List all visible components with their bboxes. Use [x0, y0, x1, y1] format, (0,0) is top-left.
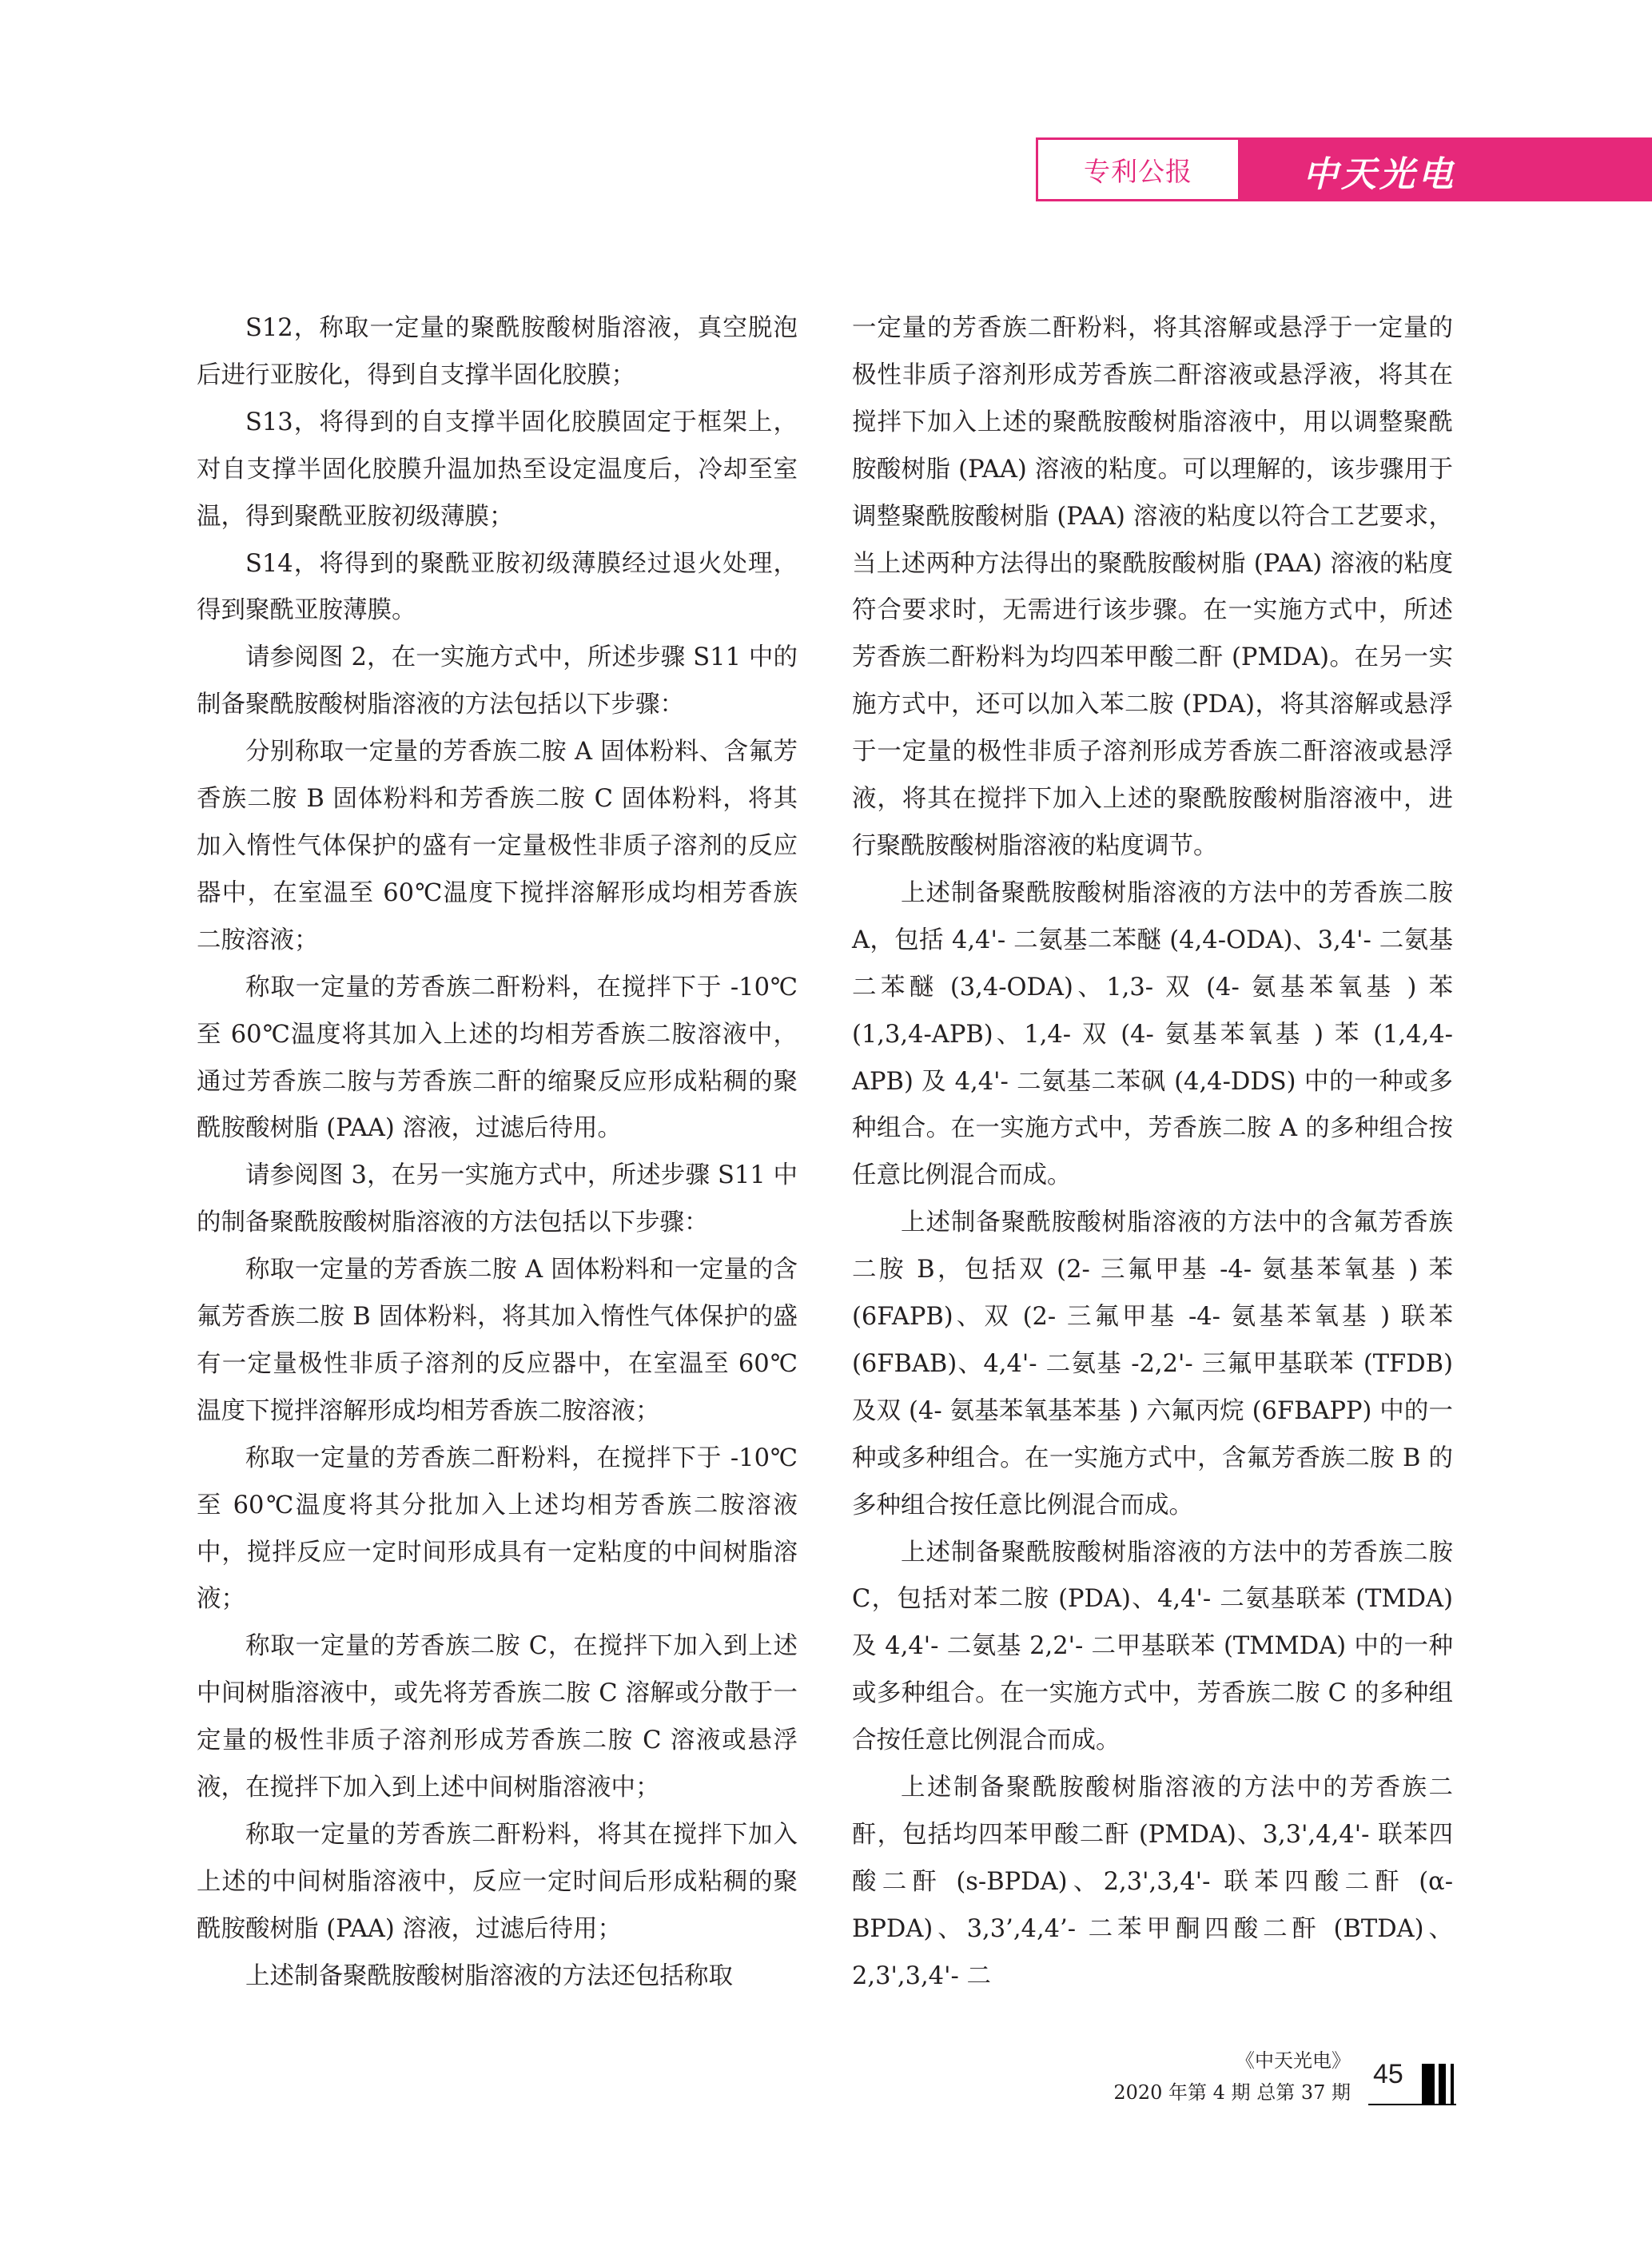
paragraph: 请参阅图 3，在另一实施方式中，所述步骤 S11 中的制备聚酰胺酸树脂溶液的方法包括以下步骤：: [197, 1161, 798, 1237]
footer-bar-mark: [1439, 2064, 1446, 2104]
section-label-box: [1036, 137, 1240, 201]
paragraph: S12，称取一定量的聚酰胺酸树脂溶液，真空脱泡后进行亚胺化，得到自支撑半固化胶膜；: [197, 314, 798, 389]
section-label: 专利公报: [1084, 155, 1192, 187]
paragraph: 称取一定量的芳香族二酐粉料，在搅拌下于 -10℃至 60℃温度将其加入上述的均相芳香族二胺溶液中，通过芳香族二胺与芳香族二酐的缩聚反应形成粘稠的聚酰胺酸树脂 (PAA) 溶液，过滤后待用。: [197, 973, 798, 1143]
paragraph: S13，将得到的自支撑半固化胶膜固定于框架上，对自支撑半固化胶膜升温加热至设定温度后，冷却至室温，得到聚酰亚胺初级薄膜；: [197, 408, 798, 531]
footer-rule: [1368, 2104, 1456, 2105]
page-number: 45: [1373, 2059, 1403, 2089]
paragraph: 分别称取一定量的芳香族二胺 A 固体粉料、含氟芳香族二胺 B 固体粉料和芳香族二胺 C 固体粉料，将其加入惰性气体保护的盛有一定量极性非质子溶剂的反应器中，在室温至 60℃温度下搅拌溶解形成均相芳香族二胺溶液；: [197, 738, 798, 954]
paragraph: 称取一定量的芳香族二酐粉料，在搅拌下于 -10℃至 60℃温度将其分批加入上述均相芳香族二胺溶液中，搅拌反应一定时间形成具有一定粘度的中间树脂溶液；: [197, 1444, 798, 1614]
paragraph: 称取一定量的芳香族二酐粉料，将其在搅拌下加入上述的中间树脂溶液中，反应一定时间后形成粘稠的聚酰胺酸树脂 (PAA) 溶液，过滤后待用；: [197, 1821, 798, 1943]
footer-bar-mark: [1451, 2064, 1454, 2104]
footer-bar-mark: [1422, 2064, 1435, 2104]
paragraph: 请参阅图 2，在一实施方式中，所述步骤 S11 中的制备聚酰胺酸树脂溶液的方法包括以下步骤：: [197, 643, 798, 719]
footer-magazine-name: 《中天光电》: [1236, 2049, 1351, 2072]
right-column: [852, 305, 1453, 2001]
paragraph: 称取一定量的芳香族二胺 C，在搅拌下加入到上述中间树脂溶液中，或先将芳香族二胺 C 溶解或分散于一定量的极性非质子溶剂形成芳香族二胺 C 溶液或悬浮液，在搅拌下加入到上述中间树脂溶液中；: [197, 1632, 798, 1802]
paragraph: 上述制备聚酰胺酸树脂溶液的方法中的含氟芳香族二胺 B，包括双 (2- 三氟甲基 -4- 氨基苯氧基 ) 苯 (6FAPB)、双 (2- 三氟甲基 -4- 氨基苯氧基 ) 联苯 (6FBAB)、4,4'- 二氨基 -2,2'- 三氟甲基联苯 (TFDB) 及双 (4- 氨基苯氧基苯基 ) 六氟丙烷 (6FBAPP) 中的一种或多种组合。在一实施方式中，含氟芳香族二胺 B 的多种组合按任意比例混合而成。: [852, 1209, 1453, 1519]
paragraph: S14，将得到的聚酰亚胺初级薄膜经过退火处理，得到聚酰亚胺薄膜。: [197, 549, 798, 625]
left-column: [197, 305, 798, 2001]
footer-issue: 2020 年第 4 期 总第 37 期: [1113, 2081, 1351, 2104]
header-brand-bar: [1239, 137, 1652, 201]
brand-logo: 中天光电: [1303, 154, 1456, 195]
paragraph: 一定量的芳香族二酐粉料，将其溶解或悬浮于一定量的极性非质子溶剂形成芳香族二酐溶液或悬浮液，将其在搅拌下加入上述的聚酰胺酸树脂溶液中，用以调整聚酰胺酸树脂 (PAA) 溶液的粘度。可以理解的，该步骤用于调整聚酰胺酸树脂 (PAA) 溶液的粘度以符合工艺要求，当上述两种方法得出的聚酰胺酸树脂 (PAA) 溶液的粘度符合要求时，无需进行该步骤。在一实施方式中，所述芳香族二酐粉料为均四苯甲酸二酐 (PMDA)。在另一实施方式中，还可以加入苯二胺 (PDA)，将其溶解或悬浮于一定量的极性非质子溶剂形成芳香族二酐溶液或悬浮液，将其在搅拌下加入上述的聚酰胺酸树脂溶液中，进行聚酰胺酸树脂溶液的粘度调节。: [852, 314, 1453, 860]
paragraph: 称取一定量的芳香族二胺 A 固体粉料和一定量的含氟芳香族二胺 B 固体粉料，将其加入惰性气体保护的盛有一定量极性非质子溶剂的反应器中，在室温至 60℃温度下搅拌溶解形成均相芳香族二胺溶液；: [197, 1256, 798, 1425]
paragraph: 上述制备聚酰胺酸树脂溶液的方法中的芳香族二酐，包括均四苯甲酸二酐 (PMDA)、3,3',4,4'- 联苯四酸二酐 (s-BPDA)、2,3',3,4'- 联苯四酸二酐 (α-BPDA)、3,3’,4,4’- 二苯甲酮四酸二酐 (BTDA)、2,3',3,4'- 二: [852, 1774, 1453, 1990]
paragraph: 上述制备聚酰胺酸树脂溶液的方法还包括称取: [245, 1961, 733, 1990]
paragraph: 上述制备聚酰胺酸树脂溶液的方法中的芳香族二胺 C，包括对苯二胺 (PDA)、4,4'- 二氨基联苯 (TMDA) 及 4,4'- 二氨基 2,2'- 二甲基联苯 (TMMDA) 中的一种或多种组合。在一实施方式中，芳香族二胺 C 的多种组合按任意比例混合而成。: [852, 1538, 1453, 1755]
paragraph: 上述制备聚酰胺酸树脂溶液的方法中的芳香族二胺 A，包括 4,4'- 二氨基二苯醚 (4,4-ODA)、3,4'- 二氨基二苯醚 (3,4-ODA)、1,3- 双 (4- 氨基苯氧基 ) 苯 (1,3,4-APB)、1,4- 双 (4- 氨基苯氧基 ) 苯 (1,4,4-APB) 及 4,4'- 二氨基二苯砜 (4,4-DDS) 中的一种或多种组合。在一实施方式中，芳香族二胺 A 的多种组合按任意比例混合而成。: [852, 878, 1453, 1190]
